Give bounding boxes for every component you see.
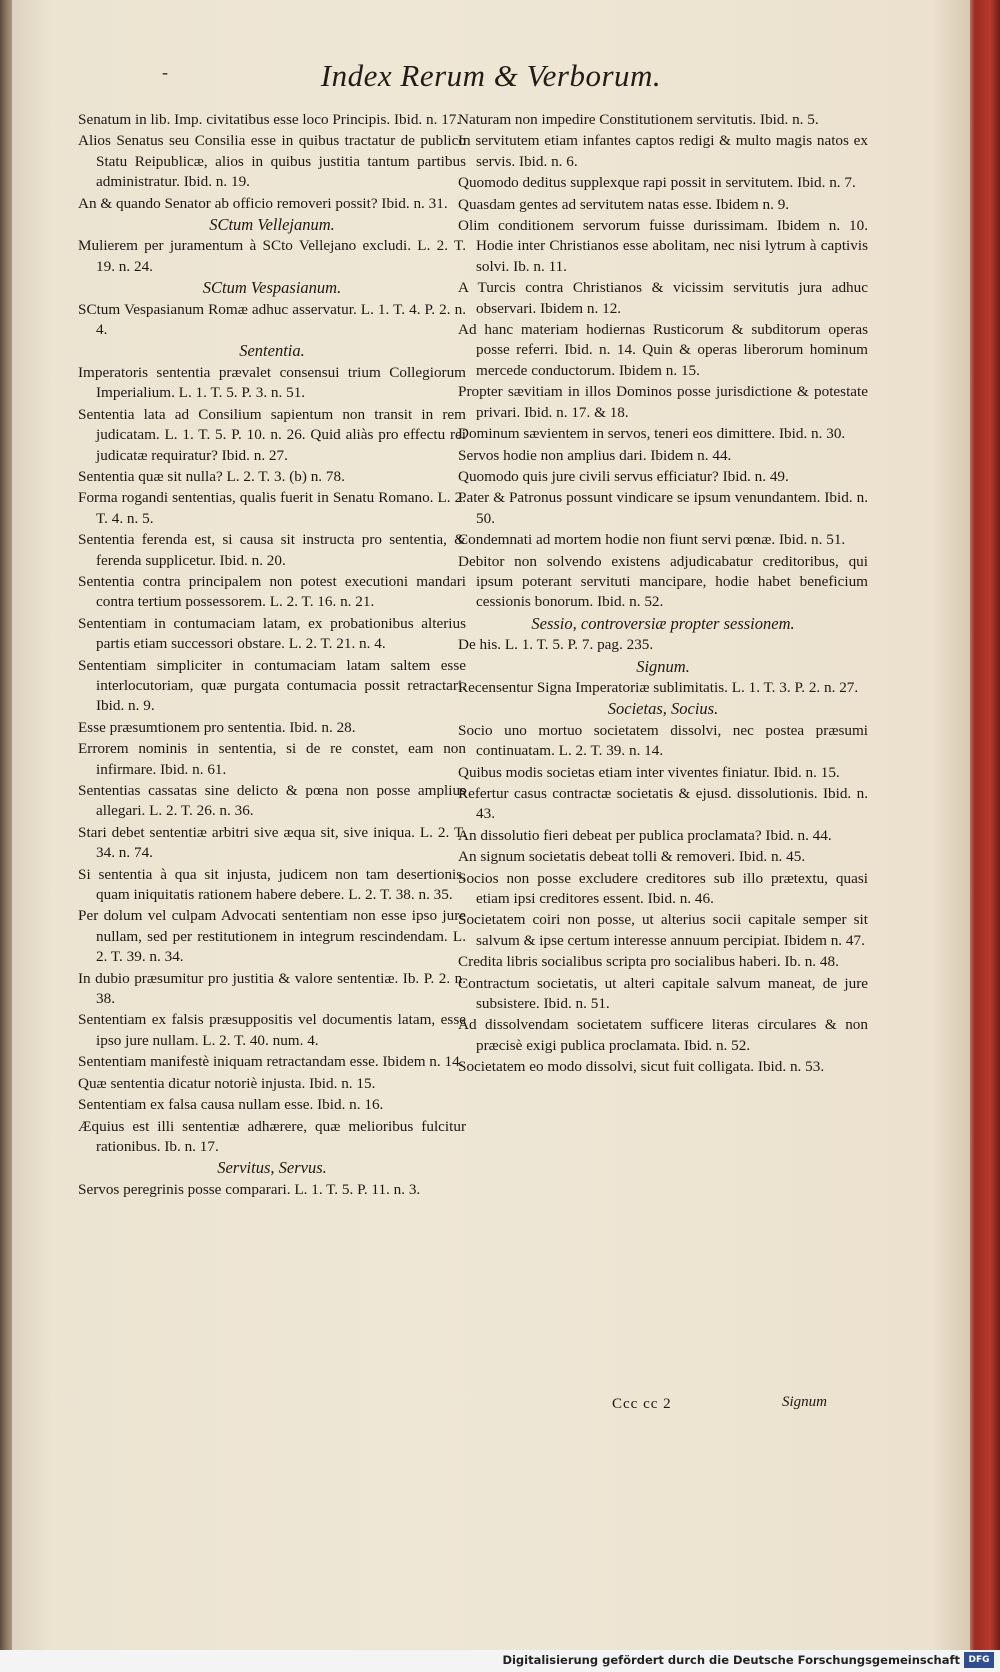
index-entry: Senatum in lib. Imp. civitatibus esse loco Principis. Ibid. n. 17. [78,111,461,128]
credit-text: Digitalisierung gefördert durch die Deutsche Forschungsgemeinschaft [502,1653,960,1667]
credit-bar [0,1650,1000,1672]
index-entry: Societatem eo modo dissolvi, sicut fuit colligata. Ibid. n. 53. [458,1058,825,1076]
index-entry: Olim conditionem servorum fuisse durissimam. Ibidem n. 10. Hodie inter Christianos esse abolitam, nec nisi lytrum à captivis solvi. Ib. n. 11. [458,217,868,275]
index-heading: Signum. [636,656,690,676]
index-entry: Condemnati ad mortem hodie non fiunt servi pœnæ. Ibid. n. 51. [458,531,846,549]
index-entry: Sententiam simpliciter in contumaciam latam saltem esse interlocutoriam, quæ purgata contumacia possit retractari. Ibid. n. 9. [78,656,466,715]
index-entry: Sententiam in contumaciam latam, ex probationibus alterius partis etiam successori obstare. L. 2. T. 21. n. 4. [78,614,466,653]
index-entry: Propter sævitiam in illos Dominos posse jurisdictione & potestate privari. Ibid. n. 17. & 18. [458,383,868,421]
index-entry: Alios Senatus seu Consilia esse in quibus tractatur de publico Statu Reipublicæ, alios in quibus justitia tantum partibus administratur. Ibid. n. 19. [78,132,466,191]
index-entry: Mulierem per juramentum à SCto Vellejano excludi. L. 2. T. 19. n. 24. [78,237,466,275]
index-entry: Sententiam manifestè iniquam retractandam esse. Ibidem n. 14. [78,1053,464,1071]
index-entry: An dissolutio fieri debeat per publica proclamata? Ibid. n. 44. [458,826,832,844]
index-entry: Forma rogandi sententias, qualis fuerit in Senatu Romano. L. 2. T. 4. n. 5. [78,489,466,527]
page-mark: - [162,62,168,82]
index-entry: Sententia lata ad Consilium sapientum non transit in rem judicatam. L. 1. T. 5. P. 10. n. 26. Quid aliàs pro effectu rei judicatæ requiratur? Ibid. n. 27. [78,405,466,464]
signature-mark: Ccc cc 2 [612,1396,672,1412]
index-entry: Societatem coiri non posse, ut alterius socii capitale semper sit salvum & ipse certum interesse annuum percipiat. Ibidem n. 47. [458,911,868,949]
index-entry: In servitutem etiam infantes captos redigi & multo magis natos ex servis. Ibid. n. 6. [458,132,868,170]
index-entry: Socio uno mortuo societatem dissolvi, nec postea præsumi continuatam. L. 2. T. 39. n. 14. [458,721,868,760]
page-title: Index Rerum & Verborum. [320,58,662,93]
index-entry: Quibus modis societas etiam inter viventes finiatur. Ibid. n. 15. [458,763,840,781]
index-entry: A Turcis contra Christianos & vicissim servitutis jura adhuc observari. Ibidem n. 12. [458,279,868,317]
index-entry: Contractum societatis, ut alteri capitale salvum maneat, de jure subsistere. Ibid. n. 51. [458,974,868,1013]
index-entry: Refertur casus contractæ societatis & ejusd. dissolutionis. Ibid. n. 43. [458,785,868,823]
index-entry: Sententia quæ sit nulla? L. 2. T. 3. (b) n. 78. [78,467,345,485]
index-entry: Stari debet sententiæ arbitri sive æqua sit, sive iniqua. L. 2. T. 34. n. 74. [78,823,466,862]
index-entry: Sententia contra principalem non potest executioni mandari contra tertium possessorem. L. 2. T. 16. n. 21. [78,572,466,611]
index-entry: Recensentur Signa Imperatoriæ sublimitatis. L. 1. T. 3. P. 2. n. 27. [458,678,859,696]
index-entry: Sententias cassatas sine delicto & pœna non posse amplius allegari. L. 2. T. 26. n. 36. [78,782,466,820]
index-entry: Quomodo deditus supplexque rapi possit in servitutem. Ibid. n. 7. [458,174,856,192]
index-entry: Sententiam ex falsa causa nullam esse. Ibid. n. 16. [78,1096,384,1114]
index-entry: Esse præsumtionem pro sententia. Ibid. n. 28. [78,718,356,736]
dfg-logo: DFG [964,1652,994,1668]
index-entry: Quasdam gentes ad servitutem natas esse. Ibidem n. 9. [458,195,790,213]
index-entry: De his. L. 1. T. 5. P. 7. pag. 235. [458,636,654,654]
index-entry: In dubio præsumitur pro justitia & valore sententiæ. Ib. P. 2. n. 38. [78,969,466,1008]
right-column [458,110,868,1079]
index-entry: Sententiam ex falsis præsuppositis vel documentis latam, esse ipso jure nullam. L. 2. T. 40. num. 4. [78,1011,466,1049]
index-entry: Per dolum vel culpam Advocati sententiam non esse ipso jure nullam, sed per restitutionem in integrum rescindendam. L. 2. T. 39. n. 34. [78,907,466,966]
index-heading: Sententia. [239,341,305,361]
index-heading: Sessio, controversiæ propter sessionem. [531,613,795,633]
index-entry: An signum societatis debeat tolli & removeri. Ibid. n. 45. [458,848,806,866]
index-entry: Quæ sententia dicatur notoriè injusta. Ibid. n. 15. [78,1074,376,1092]
index-entry: Ad hanc materiam hodiernas Rusticorum & subditorum operas posse referri. Ibid. n. 14. Quin & operas liberorum hominum mercede conductorum. Ibidem n. 15. [458,321,868,379]
index-entry: Servos hodie non amplius dari. Ibidem n. 44. [458,446,732,464]
index-entry: Æquius est illi sententiæ adhærere, quæ melioribus fulcitur rationibus. Ib. n. 17. [78,1117,466,1155]
index-entry: Ad dissolvendam societatem sufficere literas circulares & non præcisè exigi publica proclamata. Ibid. n. 52. [458,1016,868,1054]
index-heading: Societas, Socius. [607,699,719,719]
index-entry: Sententia ferenda est, si causa sit instructa pro sententia, & ferenda supplicetur. Ibid. n. 20. [78,531,466,569]
index-entry: Errorem nominis in sententia, si de re constet, eam non infirmare. Ibid. n. 61. [78,740,466,778]
index-entry: Credita libris socialibus scripta pro socialibus haberi. Ib. n. 48. [458,953,839,971]
index-entry: Imperatoris sententia prævalet consensui trium Collegiorum Imperialium. L. 1. T. 5. P. 3. n. 51. [78,363,466,402]
page [12,0,970,1650]
catchword: Signum [782,1394,827,1410]
index-entry: Debitor non solvendo existens adjudicabatur creditoribus, qui ipsum poterant servituti mancipare, hodie habet beneficium cessionis bonorum. Ibid. n. 52. [458,552,868,611]
index-entry: Servos peregrinis posse comparari. L. 1. T. 5. P. 11. n. 3. [78,1180,421,1198]
index-entry: Dominum sævientem in servos, teneri eos dimittere. Ibid. n. 30. [458,425,846,443]
index-entry: Socios non posse excludere creditores sub illo prætextu, quasi etiam ipsi creditores essent. Ibid. n. 46. [458,869,868,908]
index-heading: Servitus, Servus. [217,1158,327,1178]
index-entry: SCtum Vespasianum Romæ adhuc asservatur. L. 1. T. 4. P. 2. n. 4. [78,300,466,339]
index-heading: SCtum Vellejanum. [209,215,335,235]
index-entry: Pater & Patronus possunt vindicare se ipsum venundantem. Ibid. n. 50. [458,489,868,527]
index-heading: SCtum Vespasianum. [202,278,342,298]
index-entry: Naturam non impedire Constitutionem servitutis. Ibid. n. 5. [458,111,819,128]
index-entry: Quomodo quis jure civili servus efficiatur? Ibid. n. 49. [458,467,789,485]
index-entry: An & quando Senator ab officio removeri possit? Ibid. n. 31. [78,194,448,212]
left-column [78,110,466,1201]
index-entry: Si sententia à qua sit injusta, judicem non tam desertionis, quam iniquitatis rationem habere debere. L. 2. T. 38. n. 35. [78,865,466,904]
